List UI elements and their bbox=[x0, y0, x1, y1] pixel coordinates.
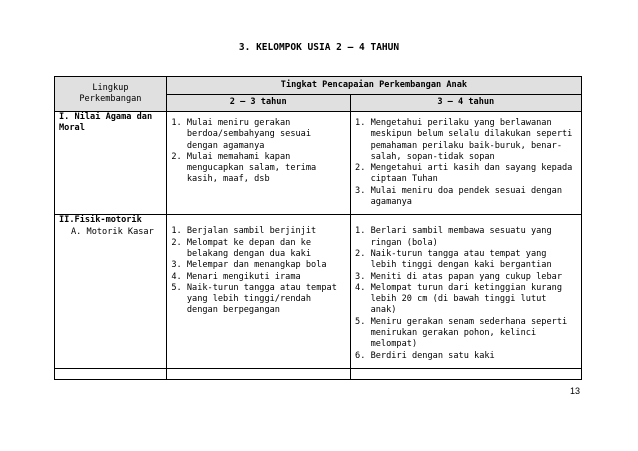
achievement-header-label: Tingkat Pencapaian Perkembangan Anak bbox=[280, 79, 468, 90]
page-number: 13 bbox=[570, 386, 581, 396]
list-item: 4. Menari mengikuti irama bbox=[187, 272, 346, 283]
list-item: 2. Mengetahui arti kasih dan sayang kepada ciptaan Tuhan bbox=[371, 163, 577, 186]
list-item: 5. Naik-turun tangga atau tempat yang lebih tinggi/rendah dengan berpegangan bbox=[187, 283, 346, 317]
table-row bbox=[55, 112, 582, 215]
list-item: 2. Mulai memahami kapan mengucapkan salam, terima kasih, maaf, dsb bbox=[187, 152, 346, 186]
aspect-label: II.Fisik-motorik bbox=[59, 215, 142, 226]
list-item: 3. Mulai meniru doa pendek sesuai dengan agamanya bbox=[371, 186, 577, 209]
aspect-header-label: Lingkup Perkembangan bbox=[79, 82, 142, 104]
development-table bbox=[54, 76, 582, 380]
items-2-3-cell bbox=[166, 215, 350, 369]
aspect-header bbox=[55, 77, 167, 112]
list-item: 2. Naik-turun tangga atau tempat yang lebih tinggi dengan kaki bergantian bbox=[371, 249, 577, 272]
age-2-3-label: 2 – 3 tahun bbox=[229, 97, 287, 108]
empty-cell bbox=[350, 368, 581, 379]
list-item: 6. Berdiri dengan satu kaki bbox=[371, 351, 577, 362]
achievement-header bbox=[166, 77, 581, 95]
table-row-empty bbox=[55, 368, 582, 379]
sub-aspect-label: A. Motorik Kasar bbox=[71, 226, 154, 237]
list-item: 3. Meniti di atas papan yang cukup lebar bbox=[371, 272, 577, 283]
age-3-4-label: 3 – 4 tahun bbox=[437, 97, 495, 108]
age-3-4-header bbox=[350, 95, 581, 112]
aspect-cell bbox=[55, 215, 167, 369]
list-item: 1. Berjalan sambil berjinjit bbox=[187, 226, 346, 237]
list-item: 5. Meniru gerakan senam sederhana seperti menirukan gerakan pohon, kelinci melompat) bbox=[371, 317, 577, 351]
table-row bbox=[55, 215, 582, 369]
items-2-3-cell bbox=[166, 112, 350, 215]
items-3-4-cell bbox=[350, 112, 581, 215]
aspect-label: I. Nilai Agama dan Moral bbox=[59, 112, 153, 134]
age-2-3-header bbox=[166, 95, 350, 112]
list-item: 4. Melompat turun dari ketinggian kurang lebih 20 cm (di bawah tinggi lutut anak) bbox=[371, 283, 577, 317]
empty-cell bbox=[55, 368, 167, 379]
section-title: 3. KELOMPOK USIA 2 – 4 TAHUN bbox=[238, 42, 400, 53]
list-item: 1. Mulai meniru gerakan berdoa/sembahyang sesuai dengan agamanya bbox=[187, 118, 346, 152]
list-item: 1. Mengetahui perilaku yang berlawanan meskipun belum selalu dilakukan seperti pemahaman perilaku baik-buruk, benar-salah, sopan-tidak sopan bbox=[371, 118, 577, 163]
list-item: 1. Berlari sambil membawa sesuatu yang ringan (bola) bbox=[371, 226, 577, 249]
empty-cell bbox=[166, 368, 350, 379]
list-item: 2. Melompat ke depan dan ke belakang dengan dua kaki bbox=[187, 238, 346, 261]
aspect-cell bbox=[55, 112, 167, 215]
items-3-4-cell bbox=[350, 215, 581, 369]
list-item: 3. Melempar dan menangkap bola bbox=[187, 260, 346, 271]
